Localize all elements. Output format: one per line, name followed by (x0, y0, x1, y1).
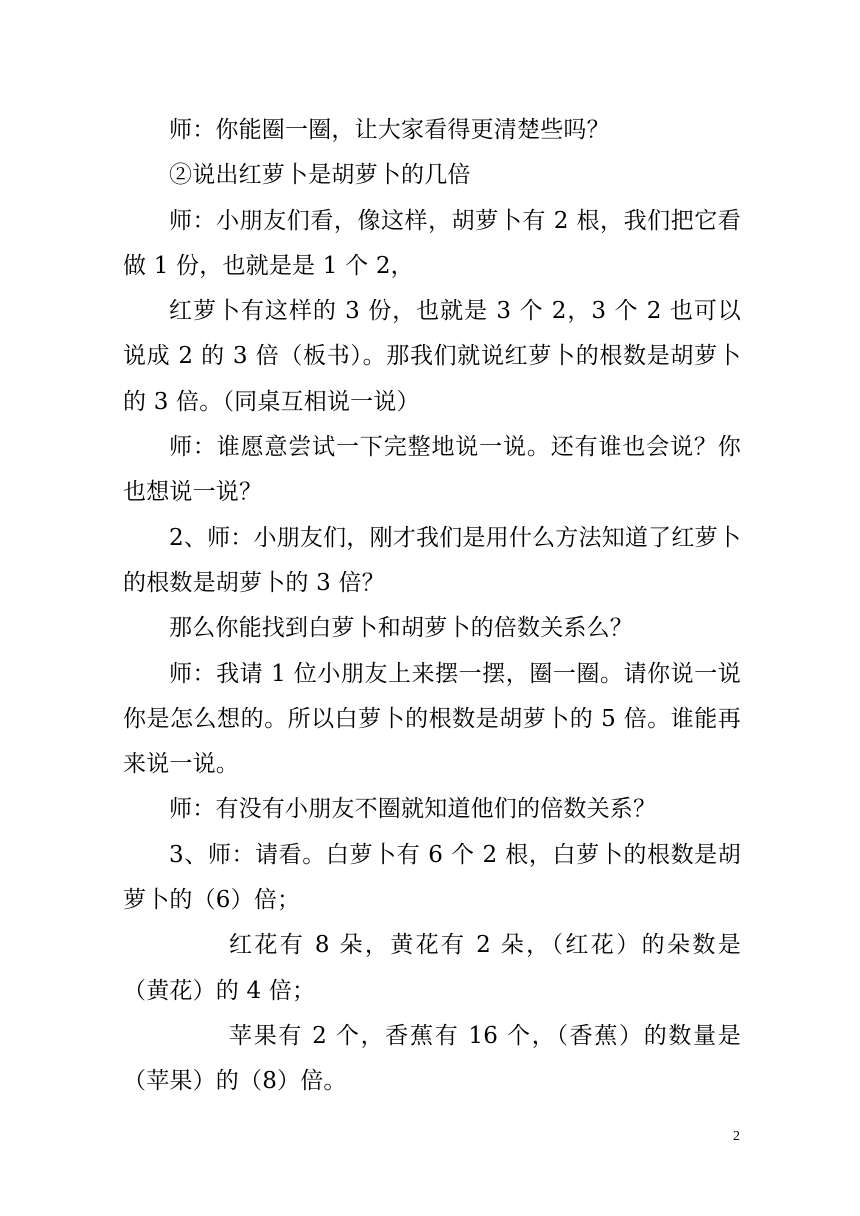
paragraph: 师：有没有小朋友不圈就知道他们的倍数关系？ (169, 796, 657, 823)
paragraph: 师：你能圈一圈，让大家看得更清楚些吗？ (169, 117, 610, 143)
paragraph: 3、师：请看。白萝卜有 6 个 2 根，白萝卜的根数是胡萝卜的（6）倍； (123, 841, 741, 914)
paragraph: 师：小朋友们看，像这样，胡萝卜有 2 根，我们把它看做 1 份，也就是是 1 个 2， (123, 207, 741, 279)
paragraph: 师：我请 1 位小朋友上来摆一摆，圈一圈。请你说一说你是怎么想的。所以白萝卜的根数是胡萝卜的 5 倍。谁能再来说一说。 (123, 660, 741, 778)
paragraph: 师：谁愿意尝试一下完整地说一说。还有谁也会说？你也想说一说？ (123, 434, 741, 506)
paragraph: 红花有 8 朵，黄花有 2 朵，（红花）的朵数是（黄花）的 4 倍； (123, 932, 741, 1004)
body-text (123, 108, 741, 1105)
paragraph: 那么你能找到白萝卜和胡萝卜的倍数关系么？ (169, 615, 633, 642)
paragraph: ②说出红萝卜是胡萝卜的几倍 (169, 162, 471, 189)
page-number: 2 (733, 1129, 740, 1144)
paragraph: 红萝卜有这样的 3 份，也就是 3 个 2，3 个 2 也可以说成 2 的 3 倍（板书）。那我们就说红萝卜的根数是胡萝卜的 3 倍。（同桌互相说一说） (123, 298, 741, 415)
paragraph: 2、师：小朋友们，刚才我们是用什么方法知道了红萝卜的根数是胡萝卜的 3 倍？ (123, 524, 741, 596)
paragraph: 苹果有 2 个，香蕉有 16 个，（香蕉）的数量是（苹果）的（8）倍。 (123, 1022, 741, 1095)
